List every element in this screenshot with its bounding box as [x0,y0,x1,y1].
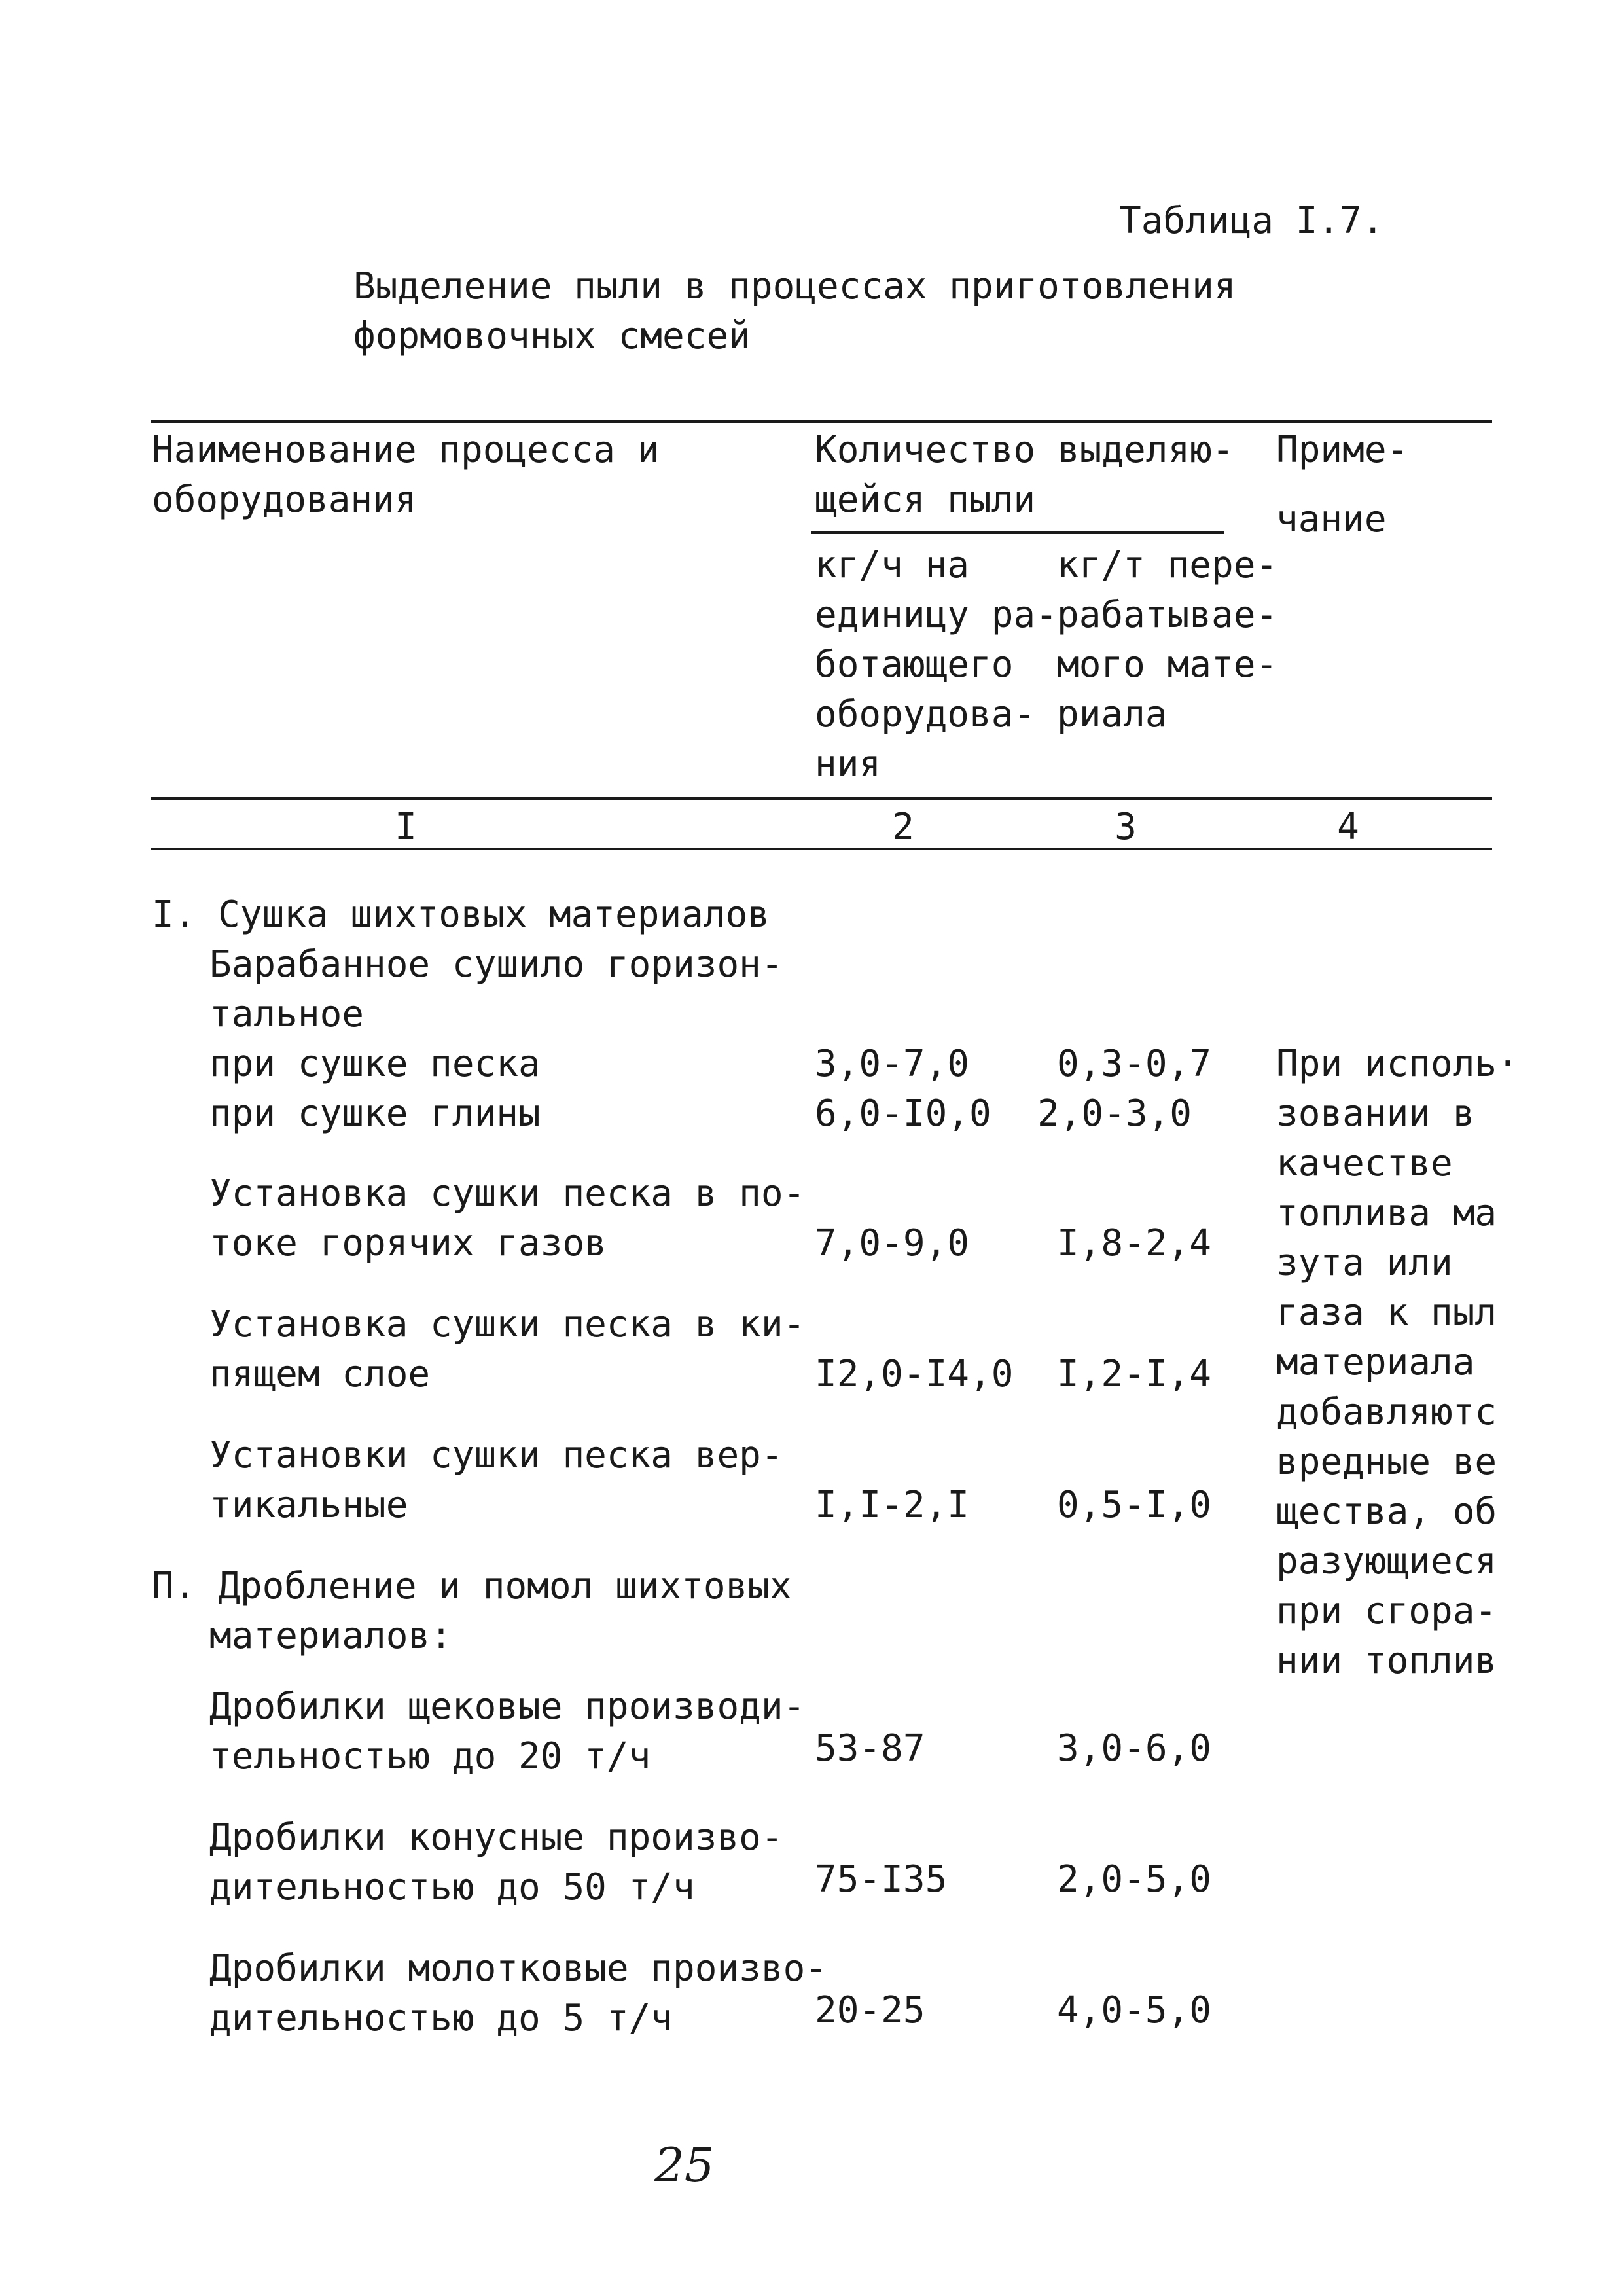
row-value-col3: 3,0-6,0 [1057,1727,1212,1770]
header-bottom-rule [151,797,1492,800]
note-line: При исполь· [1276,1043,1519,1085]
row-name-line: Дробилки молотковые произво- [209,1947,828,1990]
row-name-line: Установка сушки песка в по- [209,1172,806,1215]
header-col3-line-3: мого мате- [1057,643,1278,686]
row-value-col2: I2,0-I4,0 [815,1353,1014,1395]
row-name-line: Дробилки конусные произво- [209,1816,783,1859]
row-value-col3: 0,3-0,7 [1057,1043,1212,1085]
column-number-2: 2 [892,806,914,848]
note-line: нии топлив [1276,1640,1497,1682]
page-number: 25 [654,2138,715,2193]
column-numbers-rule [151,848,1492,850]
row-name-line: тикальные [209,1484,408,1526]
row-value-col3: 2,0-5,0 [1057,1858,1212,1901]
note-line: зута или [1276,1242,1453,1284]
row-value-col3: I,2-I,4 [1057,1353,1212,1395]
header-amount-line-2: щейся пыли [815,478,1036,521]
note-line: разующиеся [1276,1540,1497,1583]
header-amount-line-1: Количество выделяю- [815,429,1234,471]
row-name-line: при сушке песка [209,1043,541,1085]
header-col2-line-2: единицу ра- [815,594,1058,636]
note-line: качестве [1276,1142,1453,1185]
row-value-col2: 3,0-7,0 [815,1043,970,1085]
row-value-col2: 6,0-I0,0 [815,1092,991,1135]
row-value-col2: 53-87 [815,1727,925,1770]
row-value-col3: 0,5-I,0 [1057,1484,1212,1526]
row-value-col3: I,8-2,4 [1057,1222,1212,1265]
header-col2-line-1: кг/ч на [815,544,970,586]
row-value-col2: I,I-2,I [815,1484,970,1526]
header-col2-line-4: оборудова- [815,693,1036,736]
amount-subheader-rule [812,531,1224,534]
table-title-line-1: Выделение пыли в процессах приготовления [353,265,1236,308]
row-name-line: тальное [209,993,365,1035]
row-name-line: дительностью до 50 т/ч [209,1866,695,1909]
row-name-line: Дробилки щековые производи- [209,1685,806,1728]
row-name-line: Установка сушки песка в ки- [209,1303,806,1346]
row-name-line: при сушке глины [209,1092,541,1135]
row-name-line: токе горячих газов [209,1222,607,1265]
table-top-rule [151,420,1492,423]
header-col3-line-4: риала [1057,693,1168,736]
header-col2-line-5: ния [815,743,882,785]
row-value-col3: 2,0-3,0 [1037,1092,1192,1135]
row-value-col2: 7,0-9,0 [815,1222,970,1265]
header-col1-line-2: оборудования [152,478,417,521]
note-line: щества, об [1276,1490,1497,1533]
column-number-3: 3 [1115,806,1137,848]
header-col3-line-1: кг/т пере- [1057,544,1278,586]
column-number-1: I [395,806,417,848]
note-line: зовании в [1276,1092,1475,1135]
header-col1-line-1: Наименование процесса и [152,429,660,471]
row-value-col3: 4,0-5,0 [1057,1989,1212,2032]
header-col4-line-1: Приме- [1276,429,1409,471]
row-value-col2: 20-25 [815,1989,925,2032]
row-name-line: Барабанное сушило горизон- [209,943,783,986]
header-col3-line-2: рабатывае- [1057,594,1278,636]
column-number-4: 4 [1337,806,1359,848]
header-col4-line-2: чание [1276,498,1387,541]
table-label: Таблица I.7. [1119,200,1384,242]
note-line: топлива ма [1276,1192,1497,1234]
row-value-col2: 75-I35 [815,1858,948,1901]
note-line: газа к пыл [1276,1291,1497,1334]
row-name-line: Установки сушки песка вер- [209,1434,783,1477]
note-line: материала [1276,1341,1475,1384]
note-line: добавляютс [1276,1391,1497,1433]
section-title: материалов: [209,1615,452,1657]
note-line: при сгора- [1276,1590,1497,1632]
section-title: П. Дробление и помол шихтовых [152,1565,792,1607]
row-name-line: пящем слое [209,1353,431,1395]
table-title-line-2: формовочных смесей [353,315,751,357]
row-name-line: тельностью до 20 т/ч [209,1735,651,1778]
section-title: I. Сушка шихтовых материалов [152,893,770,936]
header-col2-line-3: ботающего [815,643,1014,686]
note-line: вредные ве [1276,1441,1497,1483]
row-name-line: дительностью до 5 т/ч [209,1997,673,2039]
